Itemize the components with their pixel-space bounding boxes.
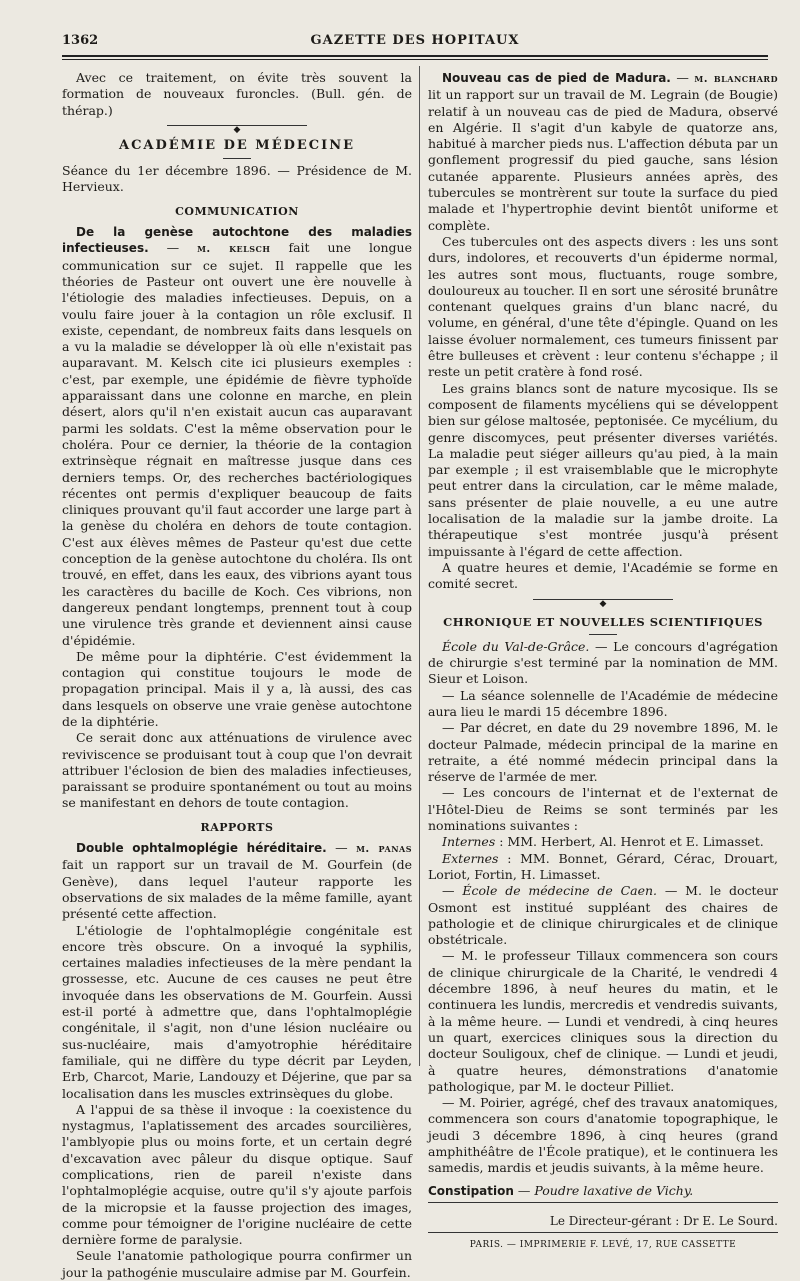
double-paragraph-3: A l'appui de sa thèse il invoque : la coexistence du nystagmus, l'aplatissement des arcades sourcilières, l'amblyopie plus ou moins forte, et un certain degré d'excavation avec pâleur du disque optique. Sauf complications, rien de pareil n'existe dans l'ophtalmoplégie acquise, outre qu'il s'y ajoute parfois de la micropsie et la fausse projection des images, comme pour témoigner de l'origine nucléaire de cette dernière forme de paralysie.: [62, 1101, 412, 1248]
director-signature: Le Directeur-gérant : Dr E. Le Sourd.: [549, 1213, 778, 1228]
news-1: [428, 639, 778, 688]
short-rule: [589, 634, 617, 635]
externes-label: Externes: [442, 850, 499, 866]
double-lead: Double ophtalmoplégie héréditaire.: [76, 841, 327, 856]
genese-paragraph-2: De même pour la diphtérie. C'est évidemment la contagion qui constitue toujours le mode de propagation principal. Mais il y a, là aussi, des cas dans lesquels on observe une vraie genèse autochtone de la diphtérie.: [62, 648, 412, 729]
genese-body-1: fait une longue communication sur ce sujet. Il rappelle que les théories de Pasteur ont ouvert une ère nouvelle à l'étiologie des maladies infectieuses. Depuis, on a voulu faire jouer à la contagion un rôle exclusif. Il existe, cependant, de nombreux faits dans lesquels on a vu la maladie se développer là où elle n'existait pas auparavant. M. Kelsch cite ici plusieurs exemples : c'est, par exemple, une épidémie de fièvre typhoïde apparaissant dans une colonne en marche, en plein désert, alors qu'il n'en existait aucun cas auparavant parmi les soldats. C'est la même observation pour le choléra. Pour ce dernier, la théorie de la contagion extrinsèque régnait en maîtresse jusque dans ces derniers temps. Or, des recherches bactériologiques récentes ont permis d'expliquer beaucoup de faits cliniques prouvant qu'il faut accorder une large part à la genèse du choléra en dehors de toute contagion. C'est aux élèves mêmes de Pasteur qu'est due cette conception de la genèse autochtone du choléra. Ils ont trouvé, en effet, dans les eaux, des vibrions ayant tous les caractères du bacille de Koch. Ces vibrions, non dangereux pendant longtemps, prennent tout à coup une virulence très grande et deviennent ainsi cause d'épidémie.: [62, 240, 412, 648]
news-1-text: — Le concours d'agrégation de chirurgie s'est terminé par la nomination de MM. Sieur et Loison.: [428, 638, 779, 687]
ad-label: Constipation: [428, 1183, 514, 1198]
internes-text: : MM. Herbert, Al. Henrot et E. Limasset.: [499, 834, 764, 850]
footer-rule: [428, 1232, 778, 1233]
double-body-1: fait un rapport sur un travail de M. Gourfein (de Genève), dans lequel l'auteur rapporte les observations de six malades de la même famille, ayant présenté cette affection.: [62, 857, 412, 922]
news-7: — M. Poirier, agrégé, chef des travaux anatomiques, commencera son cours d'anatomie topographique, le jeudi 3 décembre 1896, à cinq heures (grand amphithéâtre de l'École pratique), et le continuera les samedis, mardis et jeudis suivants, à la même heure.: [428, 1095, 778, 1176]
news-4-internes: [428, 834, 778, 850]
externes-text: : MM. Bonnet, Gérard, Cérac, Drouart, Loriot, Fortin, H. Limasset.: [428, 850, 778, 882]
column-divider: [419, 66, 420, 1066]
advertisement: [428, 1183, 778, 1199]
double-paragraph-4: Seule l'anatomie pathologique pourra confirmer un jour la pathogénie musculaire admise par M. Gourfein.: [62, 1248, 412, 1280]
madura-lead: Nouveau cas de pied de Madura.: [442, 71, 671, 85]
communication-heading: COMMUNICATION: [175, 204, 299, 218]
ornament-divider: ◆: [167, 125, 307, 132]
printer-imprint: PARIS. — IMPRIMERIE F. LEVÉ, 17, RUE CASSETTE: [469, 1240, 737, 1251]
ad-text: — Poudre laxative de Vichy.: [517, 1182, 694, 1198]
double-paragraph-1: Double ophtalmoplégie héréditaire. — m. panas fait un rapport sur un travail de M. Gourfein (de Genève), dans lequel l'auteur rapporte les observations de six malades de la même famille, ayant présenté cette affection.: [62, 840, 412, 922]
madura-body-1: lit un rapport sur un travail de M. Legrain (de Bougie) relatif à un nouveau cas de pied de Madura, observé en Algérie. Il s'agit d'un kabyle de quatorze ans, habitué à marcher pieds nus. L'affection débuta par un gonflement progressif du pied gauche, sans lésion cutanée apparente. Plusieurs années après, des tubercules se montrèrent sur toute la surface du pied malade et l'hypertrophie devint bientôt uniforme et complète.: [428, 87, 778, 233]
short-rule: [223, 158, 251, 159]
page-header: [62, 33, 768, 53]
ornament-divider: ◆: [533, 599, 673, 606]
footer-rule: [428, 1202, 778, 1203]
news-5: — École de médecine de Caen. — M. le docteur Osmont est institué suppléant des chaires de pathologie et de clinique chirurgicales et de clinique obstétricale.: [428, 883, 778, 948]
left-column: [62, 70, 412, 1281]
news-2: — La séance solennelle de l'Académie de médecine aura lieu le mardi 15 décembre 1896.: [428, 687, 778, 719]
news-1-label: École du Val-de-Grâce.: [442, 638, 590, 654]
header-rule: [62, 55, 768, 60]
genese-author: m. kelsch: [197, 242, 271, 256]
madura-paragraph-1: Nouveau cas de pied de Madura. — m. blanchard lit un rapport sur un travail de M. Legrain (de Bougie) relatif à un nouveau cas de pied de Madura, observé en Algérie. Il s'agit d'un kabyle de quatorze ans, habitué à marcher pieds nus. L'affection débuta par un gonflement progressif du pied gauche, sans lésion cutanée apparente. Plusieurs années après, des tubercules se montrèrent sur toute la surface du pied malade et l'hypertrophie devint bientôt uniforme et complète.: [428, 70, 779, 233]
page-number: 1362: [62, 33, 99, 48]
news-3: — Par décret, en date du 29 novembre 1896, M. le docteur Palmade, médecin principal de la marine en retraite, a été nommé médecin principal dans la réserve de l'armée de mer.: [428, 720, 778, 785]
right-column: [428, 70, 778, 1253]
genese-paragraph-3: Ce serait donc aux atténuations de virulence avec reviviscence se produisant tout à coup que l'on devrait attribuer l'éclosion de bien des maladies infectieuses, paraissant se produire spontanément ou tout au moins se manifestant en dehors de toute contagion.: [62, 730, 412, 811]
madura-author: m. blanchard: [694, 72, 779, 85]
madura-paragraph-2: Ces tubercules ont des aspects divers : les uns sont durs, indolores, et recouverts d'un épiderme normal, les autres sont mous, fluctuants, rouge sombre, douloureux au toucher. Il en sort une sérosité brunâtre contenant quelques grains d'un blanc nacré, du volume, en général, d'une tête d'épingle. Quand on les laisse évoluer normalement, ces tumeurs finissent par être bulleuses et crèvent : leur contenu s'échappe ; il reste un petit cratère à fond rosé.: [428, 233, 778, 380]
genese-lead: De la genèse autochtone des maladies infectieuses.: [62, 225, 412, 256]
double-paragraph-2: L'étiologie de l'ophtalmoplégie congénitale est encore très obscure. On a invoqué la syphilis, certaines maladies infectieuses de la mère pendant la grossesse, etc. Aucune de ces causes ne peut être invoquée dans les observations de M. Gourfein. Aussi est-il porté à admettre que, dans l'ophtalmoplégie congénitale, il s'agit, non d'une lésion nucléaire ou sus-nucléaire, mais d'amyotrophie héréditaire familiale, qui ne diffère du type décrit par Leyden, Erb, Charcot, Marie, Landouzy et Déjerine, que par sa localisation dans les muscles extrinsèques du globe.: [62, 922, 412, 1101]
news-4-externes: [428, 851, 778, 884]
chronique-title: CHRONIQUE ET NOUVELLES SCIENTIFIQUES: [443, 614, 763, 629]
rapports-heading: RAPPORTS: [200, 820, 274, 834]
news-5-text: — M. le docteur Osmont est institué suppléant des chaires de pathologie et de clinique chirurgicales et de clinique obstétricale.: [428, 883, 778, 948]
session-line: Séance du 1er décembre 1896. — Présidence de M. Hervieux.: [62, 163, 412, 195]
genese-paragraph-1: De la genèse autochtone des maladies infectieuses. — m. kelsch fait une longue communication sur ce sujet. Il rappelle que les théories de Pasteur ont ouvert une ère nouvelle à l'étiologie des maladies infectieuses. Depuis, on a voulu faire jouer à la contagion un rôle exclusif. Il existe, cependant, de nombreux faits dans lesquels on a vu la maladie se développer là où elle n'existait pas auparavant. M. Kelsch cite ici plusieurs exemples : c'est, par exemple, une épidémie de fièvre typhoïde apparaissant dans une colonne en marche, en plein désert, alors qu'il n'en existait aucun cas auparavant parmi les soldats. C'est la même observation pour le choléra. Pour ce dernier, la théorie de la contagion extrinsèque régnait en maîtresse jusque dans ces derniers temps. Or, des recherches bactériologiques récentes ont permis d'expliquer beaucoup de faits cliniques prouvant qu'il faut accorder une large part à la genèse du choléra en dehors de toute contagion. C'est aux élèves mêmes de Pasteur qu'est due cette conception de la genèse autochtone du choléra. Ils ont trouvé, en effet, dans les eaux, des vibrions ayant tous les caractères du bacille de Koch. Ces vibrions, non dangereux pendant longtemps, prennent tout à coup une virulence très grande et deviennent ainsi cause d'épidémie.: [62, 225, 412, 648]
double-author: m. panas: [356, 842, 412, 856]
madura-paragraph-3: Les grains blancs sont de nature mycosique. Ils se composent de filaments mycéliens qui se développent bien sur gélose maltosée, peptonisée. Ce mycélium, du genre discomyces, peut présenter diverses variétés. La maladie peut siéger ailleurs qu'au pied, à la main par exemple ; il est vraisemblable que le microphyte peut entrer dans la circulation, car le même malade, sans présenter de plaie nouvelle, a eu une autre localisation de la maladie sur la jambe droite. La thérapeutique s'est montrée jusqu'à présent impuissante à l'égard de cette affection.: [428, 380, 778, 559]
intro-paragraph: Avec ce traitement, on évite très souvent la formation de nouveaux furoncles. (Bull. gén. de thérap.): [62, 70, 412, 118]
academy-title: ACADÉMIE DE MÉDECINE: [118, 137, 355, 153]
running-title: GAZETTE DES HOPITAUX: [310, 33, 520, 48]
closing-paragraph: A quatre heures et demie, l'Académie se forme en comité secret.: [428, 559, 778, 592]
news-4: — Les concours de l'internat et de l'externat de l'Hôtel-Dieu de Reims se sont terminés par les nominations suivantes :: [428, 785, 778, 834]
news-5-label: École de médecine de Caen.: [462, 883, 658, 899]
internes-label: Internes: [442, 834, 496, 850]
news-6: — M. le professeur Tillaux commencera son cours de clinique chirurgicale de la Charité, le vendredi 4 décembre 1896, à neuf heures du matin, et le continuera les lundis, mercredis et vendredis suivants, à la même heure. — Lundi et vendredi, à cinq heures un quart, exercices cliniques sous la direction du docteur Souligoux, chef de clinique. — Lundi et jeudi, à quatre heures, démonstrations d'anatomie pathologique, par M. le docteur Pilliet.: [428, 948, 778, 1094]
